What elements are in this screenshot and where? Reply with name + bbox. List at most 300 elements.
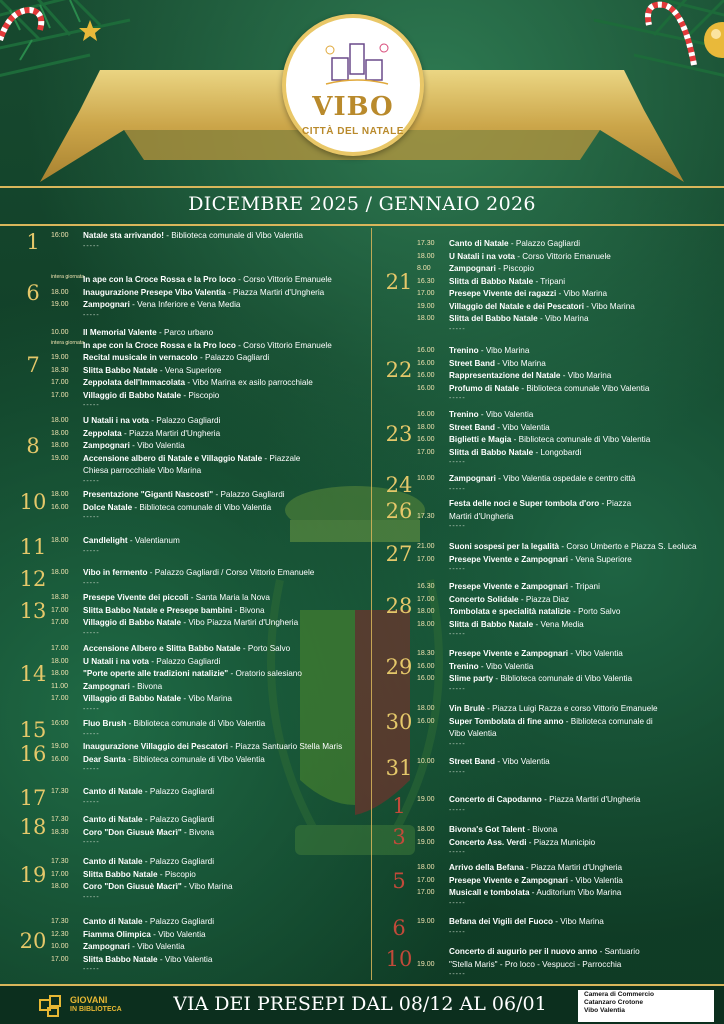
separator-dashes: ----- [83, 514, 100, 521]
event-item [51, 453, 366, 466]
event-item [417, 887, 716, 900]
event-name: Slitta di Babbo Natale [449, 447, 534, 457]
event-name: Tombolata e specialità natalizie [449, 607, 571, 616]
event-time: 17.30 [417, 240, 435, 247]
separator [417, 566, 716, 576]
footer [0, 984, 724, 1024]
event-name: Dolce Natale [83, 502, 133, 512]
event-time: 19.00 [417, 796, 435, 803]
event-name: Slitta Babbo Natale [83, 954, 158, 964]
day-number: 12 [19, 567, 47, 591]
event-location: - Vibo Marina [584, 301, 635, 311]
event-list [51, 643, 366, 716]
event-location: - Valentianum [127, 536, 180, 545]
event-location: - Vibo Valentia [568, 649, 623, 658]
event-time: 16.00 [417, 675, 435, 682]
event-time: 19.00 [417, 918, 435, 925]
event-item [51, 869, 366, 882]
event-text [449, 959, 716, 972]
event-text [449, 581, 716, 594]
day-number: 28 [385, 594, 413, 618]
event-location: - Vibo Marina [181, 882, 233, 891]
event-location: - Porto Salvo [570, 607, 621, 616]
event-item [417, 824, 716, 837]
separator [51, 243, 366, 253]
event-name: Accensione Albero e Slitta Babbo Natale [83, 644, 241, 653]
event-time: intera giornata [51, 274, 85, 280]
separator-dashes: ----- [83, 766, 100, 773]
separator [417, 741, 716, 751]
event-item [417, 728, 716, 741]
event-list [51, 814, 366, 849]
day-number: 7 [26, 352, 40, 377]
separator [51, 312, 366, 322]
event-time: 18.00 [51, 883, 69, 890]
event-time: 10.00 [417, 475, 435, 482]
event-text [83, 352, 366, 365]
event-name: Fluo Brush [83, 719, 127, 728]
event-text [83, 440, 366, 453]
event-location: - Vena Inferiore e Vena Media [129, 300, 241, 309]
day-number: 8 [26, 434, 40, 459]
event-list [51, 274, 366, 322]
day-number: 29 [385, 654, 413, 679]
event-item [417, 946, 716, 959]
event-item [51, 827, 366, 840]
event-name: In ape con la Croce Rossa e la Pro loco [83, 275, 236, 284]
separator [51, 402, 366, 412]
event-time: 19.00 [51, 301, 69, 308]
event-location: - Oratorio salesiano [228, 669, 302, 678]
event-name: Zeppolata [83, 428, 122, 438]
event-list [417, 862, 716, 910]
event-list [417, 409, 716, 469]
event-name: Villaggio di Babbo Natale [83, 694, 182, 703]
event-time: 18.00 [51, 537, 69, 544]
separator-dashes: ----- [449, 971, 466, 978]
event-text [83, 643, 366, 656]
event-item [51, 535, 366, 548]
event-text [83, 489, 366, 502]
event-time: 21.00 [417, 543, 435, 550]
event-time: 16.00 [417, 372, 435, 379]
event-time: 18.00 [51, 288, 69, 296]
header-rule-top [0, 186, 724, 188]
event-item [417, 288, 716, 301]
event-list [417, 345, 716, 405]
event-name: Candlelight [83, 536, 128, 545]
event-location: - Palazzo Gagliardi [142, 787, 215, 796]
event-location: - Vibo Valentia [129, 942, 185, 951]
event-text [449, 946, 716, 959]
event-item [51, 489, 366, 502]
event-text [83, 869, 366, 882]
event-time: 11.00 [51, 682, 68, 690]
event-location: - Piazza Martiri d'Ungheria [121, 428, 221, 438]
day-number: 11 [19, 535, 47, 559]
event-time: 16.30 [417, 583, 435, 590]
event-time: 17.00 [51, 695, 69, 702]
event-item [51, 941, 366, 954]
day-number: 26 [385, 498, 413, 523]
event-name: Presepe Vivente e Zampognari [449, 554, 569, 564]
separator [417, 849, 716, 859]
event-name: Slitta del Babbo Natale [449, 314, 538, 323]
separator-dashes: ----- [449, 899, 466, 907]
event-time: 16.30 [417, 277, 435, 285]
giovani-line1: GIOVANI [70, 995, 108, 1005]
separator-dashes: ----- [83, 579, 100, 587]
event-time: 18.30 [51, 366, 69, 374]
event-text [83, 592, 366, 605]
event-item [417, 358, 716, 371]
event-name: Zeppolata dell'Immacolata [83, 378, 186, 387]
event-item [417, 837, 716, 850]
separator [51, 766, 366, 776]
event-name: Slitta Babbo Natale e Presepe bambini [83, 605, 233, 615]
event-item [417, 301, 716, 314]
event-item [417, 606, 716, 619]
event-location: - Biblioteca comunale Vibo Valentia [519, 383, 650, 393]
event-location: - Vibo Valentia [129, 441, 185, 450]
event-time: 18.00 [51, 491, 69, 498]
event-location: - Auditorium Vibo Marina [529, 888, 622, 897]
event-text [449, 887, 716, 900]
event-text [449, 648, 716, 661]
event-name: Villaggio di Babbo Natale [83, 390, 182, 400]
event-time: 16.00 [417, 359, 435, 367]
event-location: - Corso Vittorio Emanuele [235, 340, 332, 350]
event-time: 17.00 [51, 870, 69, 878]
event-name: Bivona's Got Talent [449, 825, 525, 834]
column-divider [371, 228, 372, 980]
event-name: Canto di Natale [83, 917, 143, 926]
separator-dashes: ----- [83, 705, 100, 713]
event-time: 12.30 [51, 930, 69, 938]
event-list [51, 567, 366, 590]
header-rule-bottom [0, 224, 724, 226]
event-name: Canto di Natale [449, 239, 509, 248]
event-name: Zampognari [83, 300, 130, 309]
event-name: "Porte operte alle tradizioni natalizie" [83, 669, 229, 678]
event-time: 17.00 [417, 595, 435, 603]
event-item [51, 754, 366, 767]
event-time: 16:00 [51, 232, 69, 239]
event-list [417, 473, 716, 496]
event-time: 17.00 [51, 619, 69, 626]
event-location: - Vibo Marina ex asilo parrocchiale [185, 378, 313, 387]
event-list [51, 741, 366, 776]
event-name: Super Tombolata di fine anno [449, 716, 564, 726]
event-name: Dear Santa [83, 754, 126, 764]
event-location: - Piscopio [157, 869, 196, 879]
event-item [51, 916, 366, 929]
event-text [449, 263, 716, 276]
event-item [417, 756, 716, 769]
event-location: - Vibo Valentia [150, 929, 206, 939]
event-item [51, 718, 366, 731]
event-name: Coro "Don Giusuè Macrì" [83, 882, 182, 891]
event-location: - Vibo Valentia [494, 757, 550, 766]
event-item [51, 741, 366, 754]
event-name: Presentazione "Giganti Nascosti" [83, 490, 214, 499]
event-item [417, 383, 716, 396]
event-item [417, 276, 716, 289]
event-text [83, 340, 366, 353]
event-list [51, 415, 366, 488]
giovani-line2: IN BIBLIOTECA [70, 1006, 122, 1013]
event-text [449, 447, 716, 460]
separator [51, 630, 366, 640]
event-item [417, 875, 716, 888]
event-name: Musicall e tombolata [449, 888, 530, 897]
event-location: - Piazzale [262, 453, 301, 463]
event-location: - Vibo Valentia [478, 661, 534, 671]
giovani-in-biblioteca-logo [38, 992, 128, 1020]
event-location: Chiesa parrocchiale Vibo Marina [83, 466, 202, 475]
event-name: Vin Brulè [449, 704, 485, 713]
event-location: - Piazza Martiri d'Ungheria [541, 795, 641, 804]
event-item [51, 377, 366, 390]
event-item [417, 648, 716, 661]
event-location: - Palazzo Gagliardi / Corso Vittorio Emanuele [147, 568, 315, 577]
event-item [417, 541, 716, 554]
event-text [83, 754, 366, 767]
event-location: - Palazzo Gagliardi [142, 857, 215, 866]
separator [417, 486, 716, 496]
event-item [417, 434, 716, 447]
event-list [417, 824, 716, 859]
event-item [51, 440, 366, 453]
day-number: 3 [392, 824, 406, 849]
event-text [449, 511, 716, 524]
event-list [417, 238, 716, 336]
event-name: Trenino [449, 661, 479, 671]
puzzle-icon [38, 994, 64, 1018]
event-location: - Santa Maria la Nova [188, 593, 270, 602]
separator-dashes: ----- [449, 806, 466, 814]
separator-dashes: ----- [83, 730, 100, 738]
event-item [417, 661, 716, 674]
event-time: 18.00 [417, 826, 435, 833]
event-text [449, 313, 716, 326]
event-location: - Vibo Valentia [478, 410, 534, 419]
event-text [449, 875, 716, 888]
event-item [417, 716, 716, 729]
event-text [449, 716, 716, 729]
day-number: 6 [392, 916, 406, 940]
event-time: intera giornata [51, 339, 85, 346]
event-item [417, 862, 716, 875]
event-text [83, 941, 366, 954]
event-item [417, 238, 716, 251]
vibo-logo [282, 14, 424, 156]
separator-dashes: ----- [83, 839, 100, 846]
event-location: - Piazza Martiri d'Ungheria [523, 863, 623, 872]
event-text [449, 728, 716, 741]
separator [417, 395, 716, 405]
castle-tower-icon [322, 40, 392, 92]
event-name: Concerto Solidale [449, 594, 519, 604]
event-location: - Palazzo Gagliardi [197, 353, 270, 362]
event-name: Zampognari [83, 681, 130, 691]
separator-dashes: ----- [83, 311, 100, 319]
event-text [449, 434, 716, 447]
event-location: - Corso Vittorio Emanuele [514, 251, 611, 261]
event-location: - Vibo Valentia [157, 954, 213, 964]
event-list [51, 535, 366, 558]
event-text [449, 594, 716, 607]
separator-dashes: ----- [449, 485, 466, 493]
day-number: 24 [385, 473, 413, 497]
event-time: 17.30 [51, 788, 69, 795]
event-item [51, 643, 366, 656]
event-time: 18.00 [51, 417, 69, 424]
event-list [417, 756, 716, 779]
event-item [51, 681, 366, 694]
event-list [417, 946, 716, 981]
event-name: Zampognari [83, 441, 130, 450]
separator-dashes: ----- [449, 459, 466, 466]
event-text [83, 668, 366, 681]
event-item [51, 929, 366, 942]
event-location: "Stella Maris" - Pro loco - Vespucci - Parrocchia [449, 959, 622, 969]
event-item [417, 251, 716, 264]
separator-dashes: ----- [449, 685, 466, 693]
event-location: - Palazzo Gagliardi [148, 416, 221, 425]
event-item [51, 287, 366, 300]
event-list [51, 230, 366, 253]
event-name: Street Band [449, 757, 495, 766]
event-item [417, 422, 716, 435]
event-text [449, 383, 716, 396]
event-text [449, 358, 716, 371]
event-name: Zampognari [449, 264, 496, 273]
event-location: - Vibo Piazza Martiri d'Ungheria [181, 618, 299, 627]
event-name: Presepe Vivente e Zampognari [449, 875, 569, 885]
event-time: 18.00 [417, 705, 435, 712]
event-list [51, 327, 366, 412]
event-text [83, 656, 366, 669]
event-time: 18.30 [417, 650, 435, 657]
separator [417, 459, 716, 469]
event-list [417, 648, 716, 696]
event-time: 17.00 [51, 645, 69, 652]
event-name: Biglietti e Magia [449, 435, 512, 444]
event-location: - Vibo Valentia [568, 875, 623, 885]
event-location: - Palazzo Gagliardi [213, 490, 285, 499]
event-name: Zampognari [449, 474, 496, 483]
event-text [449, 703, 716, 716]
event-time: 17.30 [51, 816, 69, 823]
event-name: Inaugurazione Villaggio dei Pescatori [83, 742, 228, 751]
event-item [417, 794, 716, 807]
event-item [417, 581, 716, 594]
event-location: - Vibo Valentia ospedale e centro città [495, 474, 636, 483]
event-list [51, 592, 366, 640]
event-location: - Vibo Marina [494, 358, 546, 368]
event-text [83, 827, 366, 840]
event-text [83, 681, 366, 694]
event-text [449, 345, 716, 358]
event-location: - Palazzo Gagliardi [148, 656, 221, 666]
event-list [417, 541, 716, 576]
event-name: Concerto di Capodanno [449, 795, 542, 804]
event-text [83, 274, 366, 287]
event-item [51, 365, 366, 378]
logo-word: VIBO [312, 92, 394, 122]
event-time: 19.00 [417, 838, 435, 846]
event-location: - Longobardi [533, 447, 582, 457]
event-time: 18.00 [417, 423, 435, 431]
event-item [51, 954, 366, 967]
event-item [417, 594, 716, 607]
event-item [417, 409, 716, 422]
event-name: Profumo di Natale [449, 383, 520, 393]
event-text [449, 756, 716, 769]
camera-line: Catanzaro Crotone [584, 999, 643, 1006]
separator [417, 929, 716, 939]
event-location: - Biblioteca comunale di Vibo Valentia [125, 754, 265, 764]
event-location: - Vibo Marina [537, 314, 589, 323]
event-item [417, 673, 716, 686]
event-location: - Tripani [568, 582, 600, 591]
event-item [417, 313, 716, 326]
event-item [417, 916, 716, 929]
event-location: - Piscopio [495, 264, 535, 273]
event-text [449, 794, 716, 807]
event-name: U Natali i na vota [83, 656, 149, 666]
event-name: Recital musicale in vernacolo [83, 353, 198, 362]
event-location: - Bivona [181, 827, 215, 837]
event-item [51, 814, 366, 827]
event-text [83, 415, 366, 428]
day-number: 16 [19, 741, 47, 766]
event-name: U Natali i na vota [449, 251, 515, 261]
event-name: Slime party [449, 674, 494, 683]
event-item [417, 473, 716, 486]
event-item [417, 703, 716, 716]
event-text [449, 370, 716, 383]
event-location: - Piscopio [181, 390, 220, 400]
event-time: 10.00 [51, 329, 69, 336]
event-location: - Porto Salvo [240, 644, 291, 653]
day-number: 31 [385, 756, 413, 780]
event-time: 18.00 [417, 620, 435, 628]
camera-line: Vibo Valentia [584, 1007, 625, 1014]
event-location: - Biblioteca comunale di Vibo Valentia [493, 674, 633, 683]
separator [417, 807, 716, 817]
event-name: Presepe Vivente e Zampognari [449, 649, 569, 658]
separator [51, 966, 366, 976]
event-time: 18.30 [51, 828, 69, 836]
event-location: - Bivona [129, 681, 163, 691]
event-text [83, 453, 366, 466]
event-text [83, 718, 366, 731]
event-list [51, 856, 366, 904]
event-location: - Biblioteca comunale di Vibo Valentia [511, 435, 651, 444]
event-text [83, 954, 366, 967]
event-text [83, 502, 366, 515]
event-time: 16.00 [417, 662, 435, 670]
event-time: 17.30 [51, 918, 69, 925]
separator [417, 769, 716, 779]
event-item [51, 502, 366, 515]
separator [417, 686, 716, 696]
separator-dashes: ----- [449, 740, 466, 748]
day-number: 13 [19, 598, 47, 623]
event-name: Villaggio del Natale e dei Pescatori [449, 301, 584, 311]
